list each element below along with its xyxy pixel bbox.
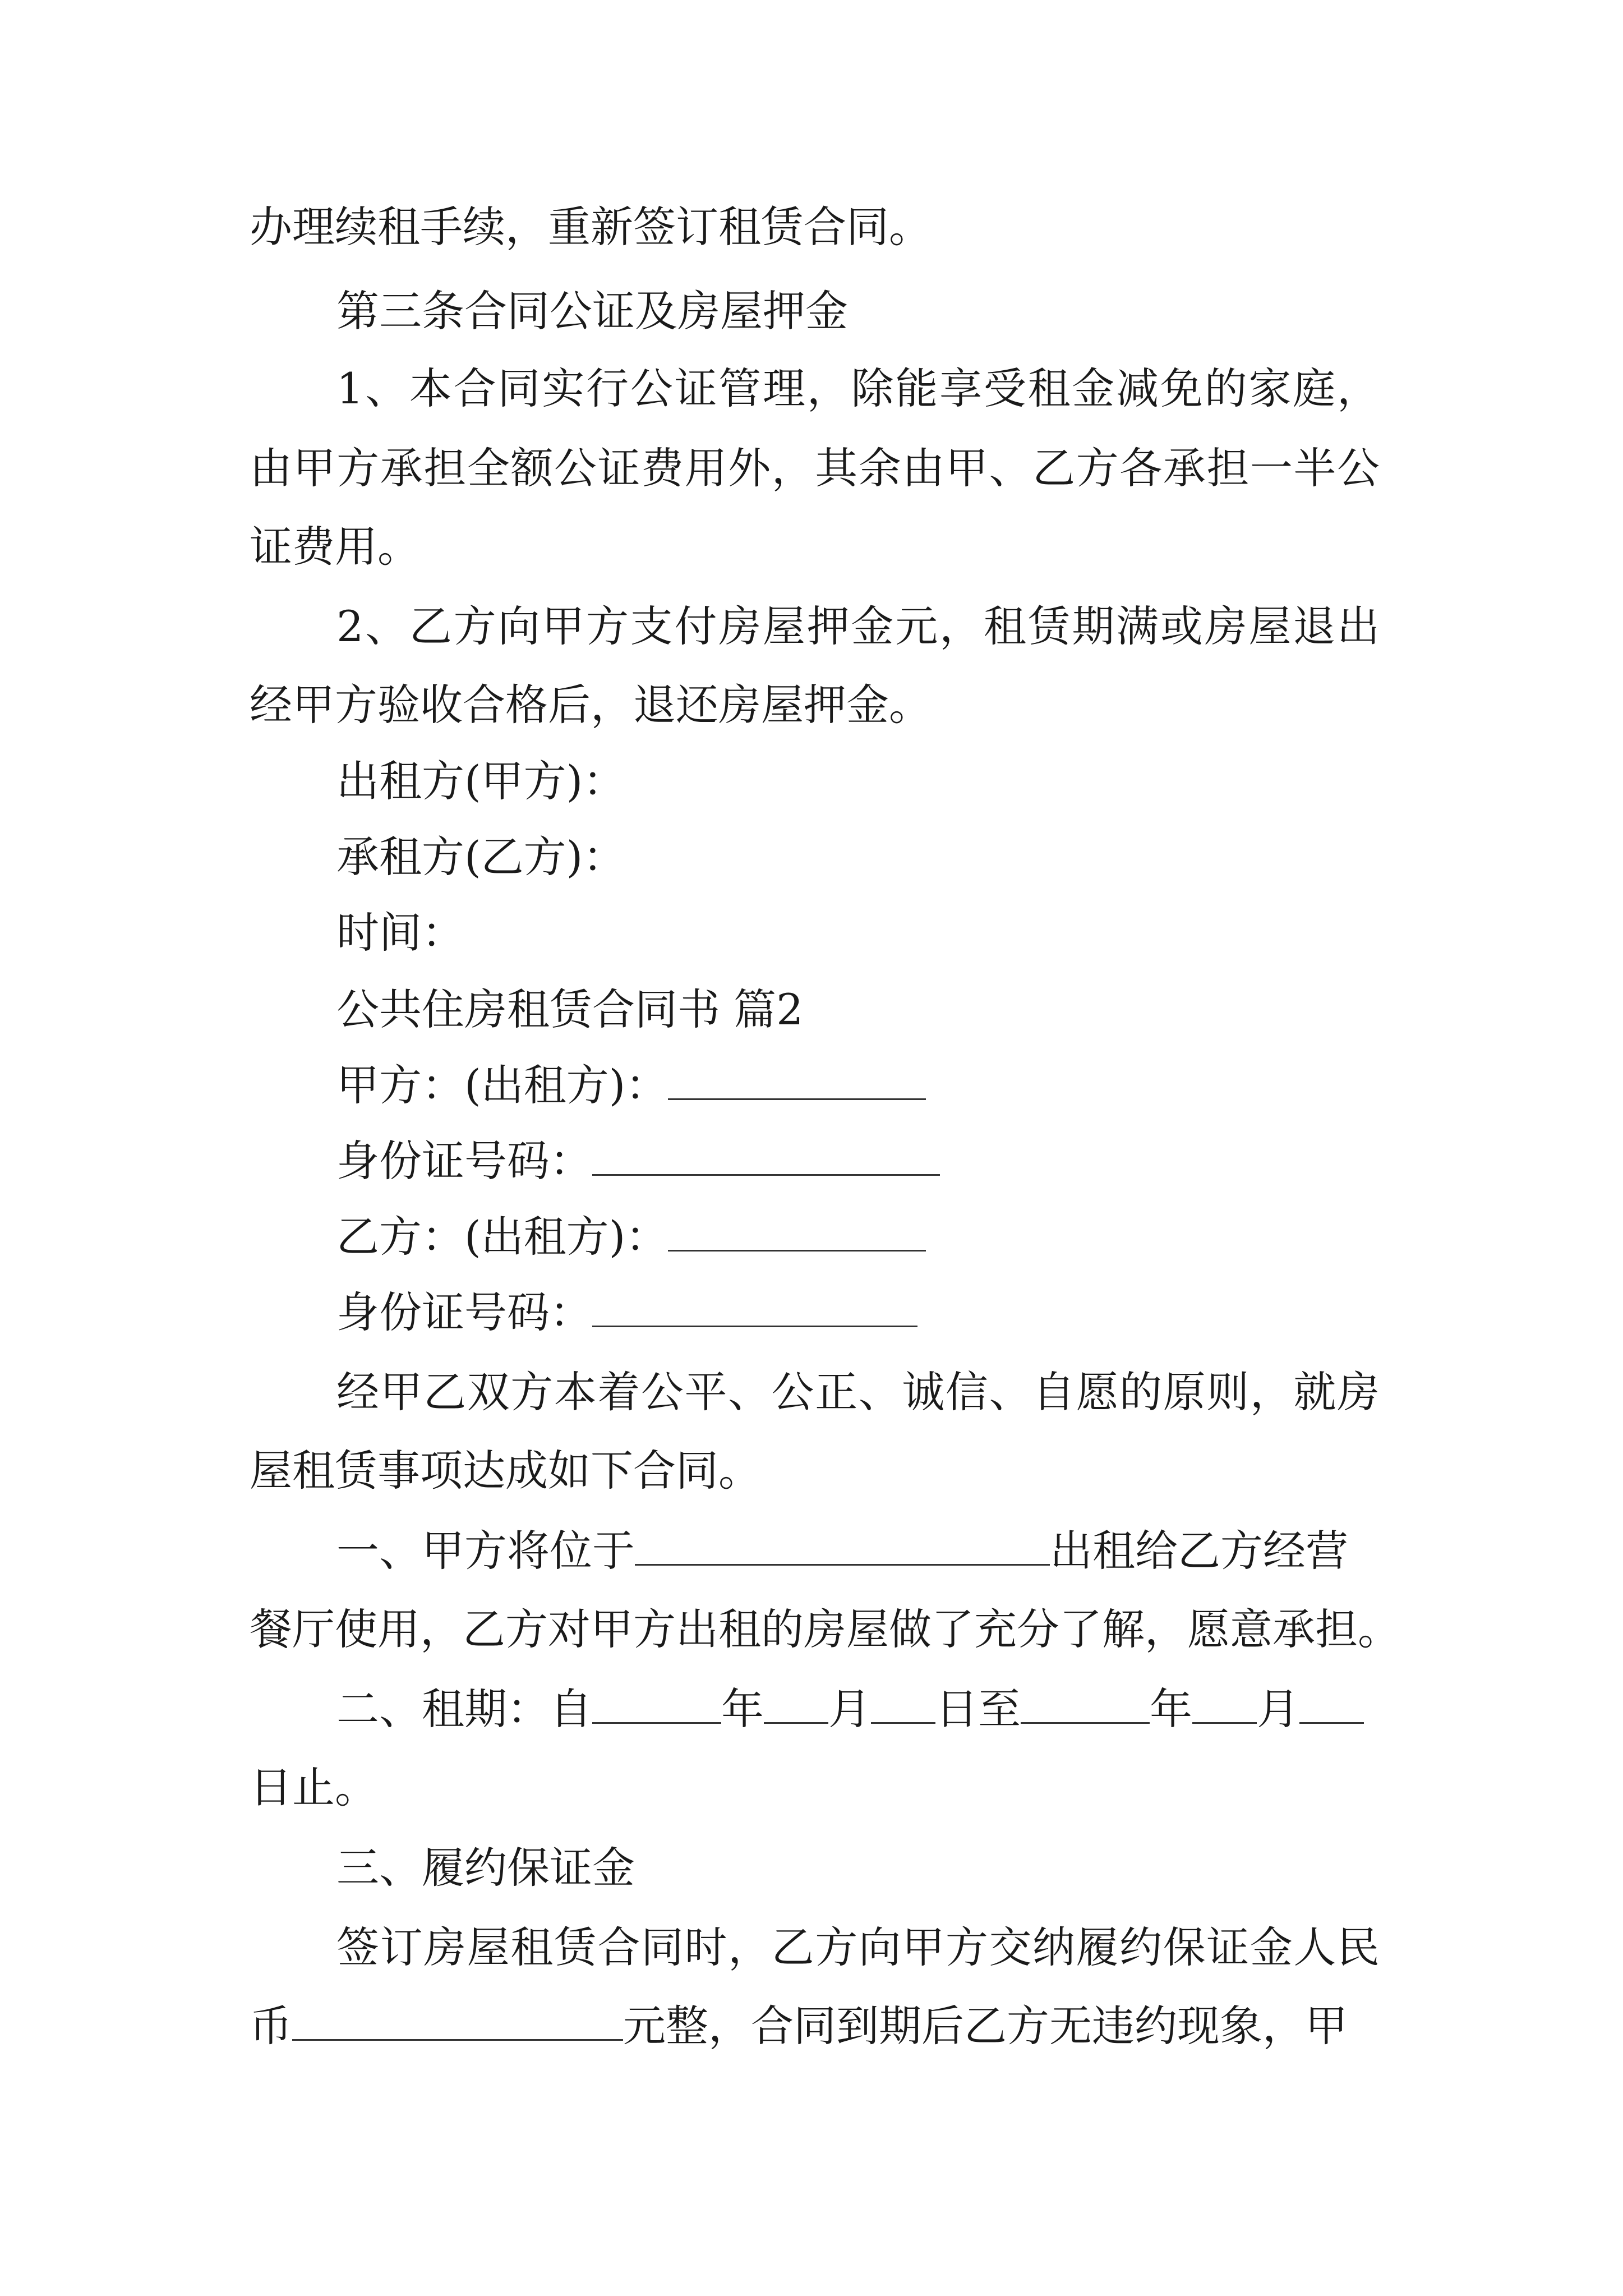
text-line: 办理续租手续，重新签订租赁合同。 <box>250 202 932 252</box>
start-day-blank <box>871 1687 935 1724</box>
premises-clause-line: 餐厅使用，乙方对甲方出租的房屋做了充分了解，愿意承担。 <box>250 1604 1400 1654</box>
signature-label-date: 时间： <box>336 908 464 958</box>
premises-location-blank <box>635 1529 1050 1566</box>
party-a-id-field <box>336 1133 940 1189</box>
deposit-tail-text: 元整，合同到期后乙方无违约现象，甲 <box>623 2001 1348 2051</box>
lease-term-line-tail: 日止。 <box>250 1763 377 1812</box>
body-paragraph-line: 屋租赁事项达成如下合同。 <box>250 1446 761 1496</box>
start-month-unit: 月 <box>828 1684 871 1734</box>
clause-paragraph-line: 证费用。 <box>250 522 420 572</box>
party-b-blank <box>668 1215 926 1251</box>
end-month-unit: 月 <box>1257 1684 1299 1734</box>
signature-label-lessee: 承租方(乙方)： <box>336 832 626 882</box>
section-heading: 第三条合同公证及房屋押金 <box>336 286 848 336</box>
deposit-amount-blank <box>292 2004 623 2041</box>
document-title: 公共住房租赁合同书 篇2 <box>336 984 804 1034</box>
party-a-id-label: 身份证号码： <box>336 1136 592 1186</box>
premises-clause-line <box>336 1523 1348 1579</box>
lease-term-label: 二、租期：自 <box>336 1684 592 1734</box>
party-b-id-blank <box>592 1291 917 1327</box>
end-day-blank <box>1299 1687 1364 1724</box>
party-b-field <box>336 1209 926 1265</box>
party-b-id-label: 身份证号码： <box>336 1287 592 1337</box>
clause-paragraph-line: 2、乙方向甲方支付房屋押金元，租赁期满或房屋退出 <box>336 601 1380 651</box>
clause-paragraph-line: 由甲方承担全额公证费用外，其余由甲、乙方各承担一半公 <box>250 443 1380 493</box>
premises-label-tail: 出租给乙方经营 <box>1050 1526 1348 1576</box>
party-a-id-blank <box>592 1139 940 1176</box>
party-a-field <box>336 1057 926 1114</box>
clause-paragraph-line: 1、本合同实行公证管理，除能享受租金减免的家庭， <box>336 364 1380 413</box>
start-day-unit: 日至 <box>935 1684 1021 1734</box>
deposit-paragraph-line: 签订房屋租赁合同时，乙方向甲方交纳履约保证金人民 <box>336 1922 1380 1972</box>
section-heading: 三、履约保证金 <box>336 1843 635 1893</box>
clause-paragraph-line: 经甲方验收合格后，退还房屋押金。 <box>250 680 932 730</box>
lease-term-line <box>336 1681 1364 1737</box>
deposit-paragraph-line <box>250 1998 1348 2054</box>
premises-label: 一、甲方将位于 <box>336 1526 635 1576</box>
end-month-blank <box>1192 1687 1257 1724</box>
party-a-label: 甲方：(出租方)： <box>336 1060 668 1110</box>
start-year-unit: 年 <box>721 1684 764 1734</box>
start-month-blank <box>764 1687 828 1724</box>
end-year-blank <box>1021 1687 1150 1724</box>
deposit-currency-label: 币 <box>250 2001 292 2051</box>
signature-label-lessor: 出租方(甲方)： <box>336 756 626 806</box>
party-b-id-field <box>336 1285 917 1341</box>
body-paragraph-line: 经甲乙双方本着公平、公正、诚信、自愿的原则，就房 <box>336 1367 1380 1417</box>
party-b-label: 乙方：(出租方)： <box>336 1212 668 1262</box>
party-a-blank <box>668 1064 926 1100</box>
end-year-unit: 年 <box>1150 1684 1192 1734</box>
start-year-blank <box>592 1687 721 1724</box>
